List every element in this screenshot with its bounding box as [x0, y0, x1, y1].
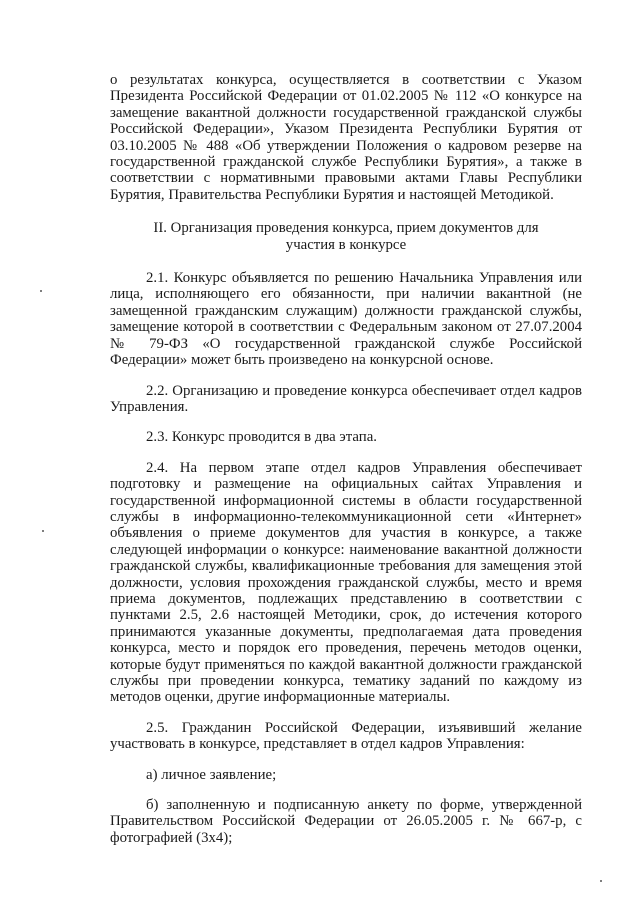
- paragraph-2-2: 2.2. Организацию и проведение конкурса обеспечивает отдел кадров Управления.: [110, 382, 582, 415]
- scan-speck: [600, 880, 602, 882]
- list-item-b: б) заполненную и подписанную анкету по форме, утвержденной Правительством Российской Федерации от 26.05.2005 г. № 667-р, с фотографией (3x4);: [110, 797, 582, 846]
- paragraph-2-5: 2.5. Гражданин Российской Федерации, изъявивший желание участвовать в конкурсе, представляет в отдел кадров Управления:: [110, 719, 582, 753]
- scan-speck: [42, 530, 44, 532]
- intro-paragraph: о результатах конкурса, осуществляется в соответствии с Указом Президента Российской Федерации от 01.02.2005 № 112 «О конкурсе на замещение вакантной должности государственной гражданской службы Российской Федерации», Указом Президента Республики Бурятия от 03.10.2005 № 488 «Об утверждении Положения о кадровом резерве на государственной гражданской службе Республики Бурятия», а также в соответствии с нормативными правовыми актами Главы Республики Бурятия, Правительства Республики Бурятия и настоящей Методикой.: [110, 72, 582, 203]
- scan-speck: [40, 290, 42, 292]
- paragraph-2-4: 2.4. На первом этапе отдел кадров Управления обеспечивает подготовку и размещение на официальных сайтах Управления и государственной информационной системы в области государственной службы в информационно-телекоммуникационной сети «Интернет» объявления о приеме документов для участия в конкурсе, а также следующей информации о конкурсе: наименование вакантной должности гражданской службы, квалификационные требования для замещения этой должности, условия прохождения гражданской службы, место и время приема документов, подлежащих представлению в соответствии с пунктами 2.5, 2.6 настоящей Методики, срок, до истечения которого принимаются указанные документы, предполагаемая дата проведения конкурса, место и порядок его проведения, перечень методов оценки, которые будут применяться по каждой вакантной должности гражданской службы при проведении конкурса, тематику заданий по каждому из методов оценки, другие информационные материалы.: [110, 459, 582, 706]
- paragraph-2-1: 2.1. Конкурс объявляется по решению Начальника Управления или лица, исполняющего его обязанности, при наличии вакантной (не замещенной гражданским служащим) должности гражданской службы, замещение которой в соответствии с Федеральным законом от 27.07.2004 № 79-ФЗ «О государственной гражданской службе Российской Федерации» может быть произведено на конкурсной основе.: [110, 270, 582, 369]
- section-heading-line-1: II. Организация проведения конкурса, прием документов для: [153, 220, 539, 237]
- list-item-a: а) личное заявление;: [146, 766, 277, 783]
- paragraph-2-3: 2.3. Конкурс проводится в два этапа.: [146, 429, 377, 446]
- section-heading-line-2: участия в конкурсе: [285, 236, 407, 253]
